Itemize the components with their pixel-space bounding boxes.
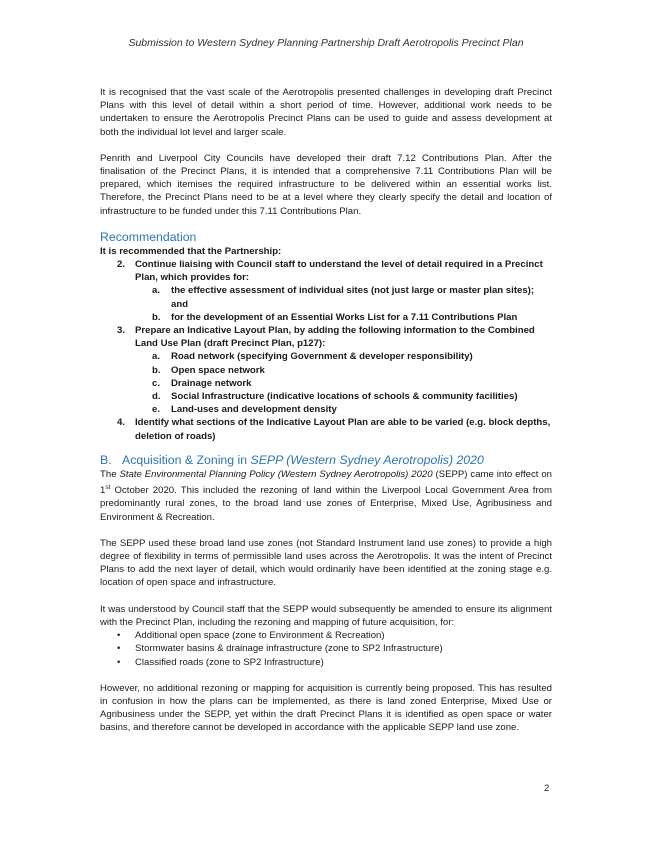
paragraph: However, no additional rezoning or mapping for acquisition is currently being proposed. This has resulted in confusion in how the plans can be implemented, as there is land zoned Enterprise, Mixed Use or Agribusiness under the SEPP, yet within the draft Precinct Plans it is identified as open space or water basins, and therefore cannot be developed in accordance with the applicable SEPP land use zone. [100, 682, 552, 734]
sub-item: d. Social Infrastructure (indicative locations of schools & community facilities) [152, 391, 518, 403]
bullet-icon: • [117, 656, 121, 668]
bullet-item: • Classified roads (zone to SP2 Infrastructure) [117, 656, 324, 668]
bullet-icon: • [117, 630, 121, 642]
sub-item: c. Drainage network [152, 377, 252, 389]
sub-item: e. Land-uses and development density [152, 404, 337, 416]
recommendation-item: 4. Identify what sections of the Indicative Layout Plan are able to be varied (e.g. block depths, deletion of roads) [117, 417, 551, 442]
recommendation-list [100, 258, 552, 443]
sub-item: a. the effective assessment of individual sites (not just large or master plan sites); and [152, 285, 535, 310]
paragraph: The SEPP used these broad land use zones (not Standard Instrument land use zones) to provide a high degree of flexibility in terms of permissible land uses across the Aerotropolis. It was the intent of Precinct Plans to add the next layer of detail, which would ordinarily have been identified at the zoning stage e.g. location of open space and infrastructure. [100, 537, 552, 589]
section-b-heading: B. Acquisition & Zoning in SEPP (Western Sydney Aerotropolis) 2020 [100, 452, 484, 467]
bullet-item: • Stormwater basins & drainage infrastructure (zone to SP2 Infrastructure) [117, 643, 443, 655]
bullet-icon: • [117, 643, 121, 655]
page-header: Submission to Western Sydney Planning Partnership Draft Aerotropolis Precinct Plan [128, 37, 524, 49]
bullet-list [100, 629, 552, 669]
document-body [100, 86, 552, 735]
sub-item: b. for the development of an Essential Works List for a 7.11 Contributions Plan [152, 311, 518, 323]
recommendation-heading: Recommendation [100, 229, 197, 244]
paragraph: It was understood by Council staff that the SEPP would subsequently be amended to ensure its alignment with the Precinct Plan, including the rezoning and mapping of future acquisition, for: [100, 603, 552, 628]
paragraph: Penrith and Liverpool City Councils have developed their draft 7.12 Contributions Plan. After the finalisation of the Precinct Plans, it is intended that a comprehensive 7.11 Contributions Plan will be prepared, which itemises the required infrastructure to be delivered within an essential works list. Therefore, the Precinct Plans need to be at a level where they clearly specify the detail and location of infrastructure to be funded under this 7.11 Contributions Plan. [100, 152, 552, 217]
sub-item: a. Road network (specifying Government & developer responsibility) [152, 351, 473, 363]
page-number: 2 [544, 783, 550, 794]
recommendation-item: 2. Continue liaising with Council staff to understand the level of detail required in a Precinct Plan, which provides for: [117, 259, 543, 284]
paragraph: The State Environmental Planning Policy (Western Sydney Aerotropolis) 2020 (SEPP) came into effect on 1st October 2020. This included the rezoning of land within the Liverpool Local Government Area from predominantly rural zones, to the broad land use zones of Enterprise, Mixed Use, Agribusiness and Environment & Recreation. [100, 468, 553, 523]
recommendation-intro: It is recommended that the Partnership: [100, 245, 282, 257]
bullet-item: • Additional open space (zone to Environment & Recreation) [117, 630, 385, 642]
recommendation-item: 3. Prepare an Indicative Layout Plan, by adding the following information to the Combined Land Use Plan (draft Precinct Plan, p127): [117, 325, 535, 350]
paragraph: It is recognised that the vast scale of the Aerotropolis presented challenges in developing draft Precinct Plans with this level of detail within a short period of time. However, additional work needs to be undertaken to ensure the Aerotropolis Precinct Plans can be used to guide and assess development at both the individual lot level and larger scale. [100, 87, 552, 138]
sub-item: b. Open space network [152, 364, 265, 376]
